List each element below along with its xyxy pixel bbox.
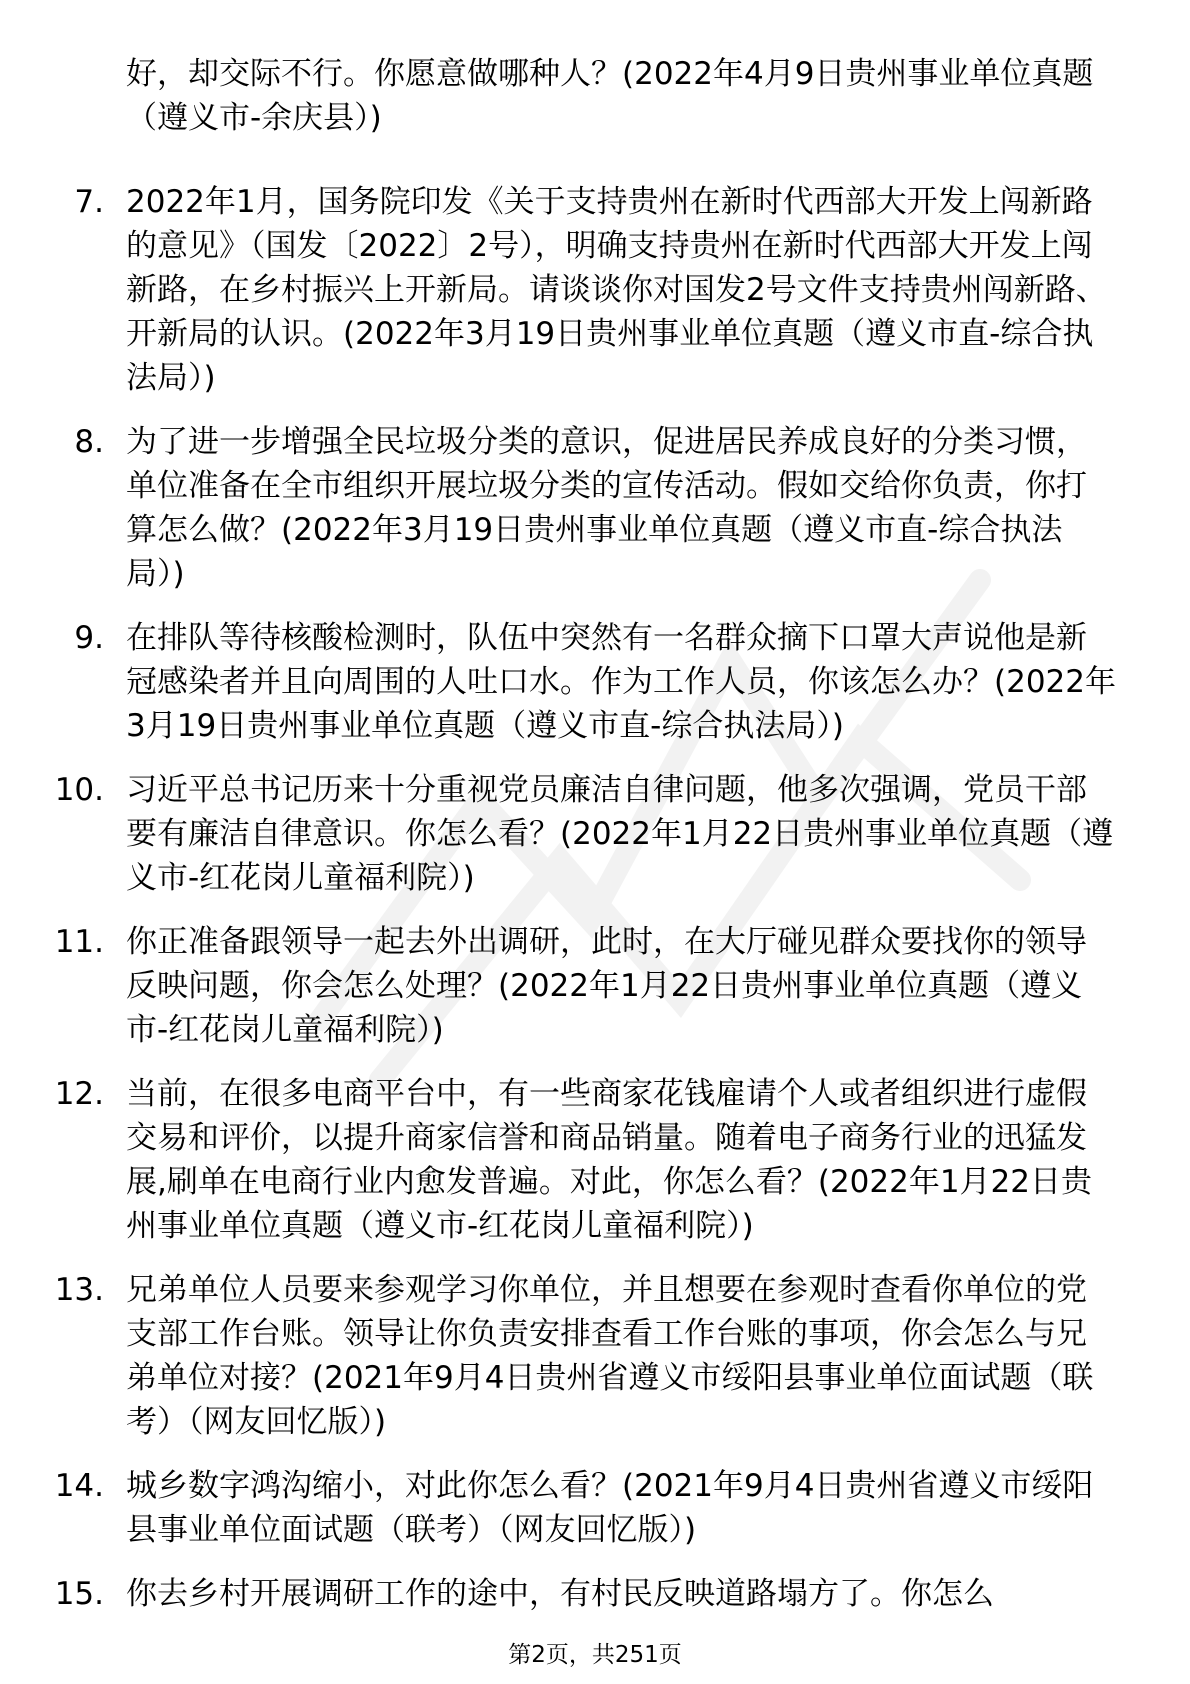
question-list [0, 180, 1190, 1636]
question-item [0, 1464, 1116, 1552]
page-footer: 第2页，共251页 [508, 1642, 682, 1668]
question-item [0, 768, 1116, 900]
question-number: 11. [54, 924, 104, 960]
question-number: 15. [54, 1576, 104, 1612]
question-item [0, 920, 1116, 1052]
question-text: 习近平总书记历来十分重视党员廉洁自律问题，他多次强调，党员干部要有廉洁自律意识。你怎么看？(2022年1月22日贵州事业单位真题（遵义市-红花岗儿童福利院）) [126, 772, 1114, 896]
question-text: 兄弟单位人员要来参观学习你单位，并且想要在参观时查看你单位的党支部工作台账。领导让你负责安排查看工作台账的事项，你会怎么与兄弟单位对接？(2021年9月4日贵州省遵义市绥阳县事业单位面试题（联考）（网友回忆版）) [126, 1272, 1094, 1440]
question-text: 当前，在很多电商平台中，有一些商家花钱雇请个人或者组织进行虚假交易和评价，以提升商家信誉和商品销量。随着电子商务行业的迅猛发展,刷单在电商行业内愈发普遍。对此，你怎么看？(2022年1月22日贵州事业单位真题（遵义市-红花岗儿童福利院）) [126, 1076, 1093, 1244]
question-text: 城乡数字鸿沟缩小，对此你怎么看？(2021年9月4日贵州省遵义市绥阳县事业单位面试题（联考）（网友回忆版）) [126, 1468, 1094, 1548]
question-number: 12. [54, 1076, 104, 1112]
question-number: 7. [74, 184, 104, 220]
question-item [0, 616, 1116, 748]
question-item [0, 1268, 1116, 1444]
question-text: 你去乡村开展调研工作的途中，有村民反映道路塌方了。你怎么 [126, 1576, 994, 1612]
question-text: 为了进一步增强全民垃圾分类的意识，促进居民养成良好的分类习惯，单位准备在全市组织开展垃圾分类的宣传活动。假如交给你负责，你打算怎么做？(2022年3月19日贵州事业单位真题（遵义市直-综合执法局）) [126, 424, 1087, 592]
question-number: 9. [74, 620, 104, 656]
question-number: 13. [54, 1272, 104, 1308]
question-number: 10. [54, 772, 104, 808]
question-number: 14. [54, 1468, 104, 1504]
question-text: 你正准备跟领导一起去外出调研，此时，在大厅碰见群众要找你的领导反映问题，你会怎么处理？(2022年1月22日贵州事业单位真题（遵义市-红花岗儿童福利院）) [126, 924, 1087, 1048]
question-text: 2022年1月，国务院印发《关于支持贵州在新时代西部大开发上闯新路的意见》（国发〔2022〕2号），明确支持贵州在新时代西部大开发上闯新路，在乡村振兴上开新局。请谈谈你对国发2号文件支持贵州闯新路、开新局的认识。(2022年3月19日贵州事业单位真题（遵义市直-综合执法局）) [126, 184, 1107, 396]
question-item [0, 1072, 1116, 1248]
continuation-text: 好，却交际不行。你愿意做哪种人？(2022年4月9日贵州事业单位真题（遵义市-余庆县）) [126, 56, 1094, 136]
question-item [0, 1572, 1116, 1616]
question-item [0, 420, 1116, 596]
question-text: 在排队等待核酸检测时，队伍中突然有一名群众摘下口罩大声说他是新冠感染者并且向周围的人吐口水。作为工作人员，你该怎么办？(2022年3月19日贵州事业单位真题（遵义市直-综合执法局）) [126, 620, 1116, 744]
question-item [0, 180, 1116, 400]
question-number: 8. [74, 424, 104, 460]
